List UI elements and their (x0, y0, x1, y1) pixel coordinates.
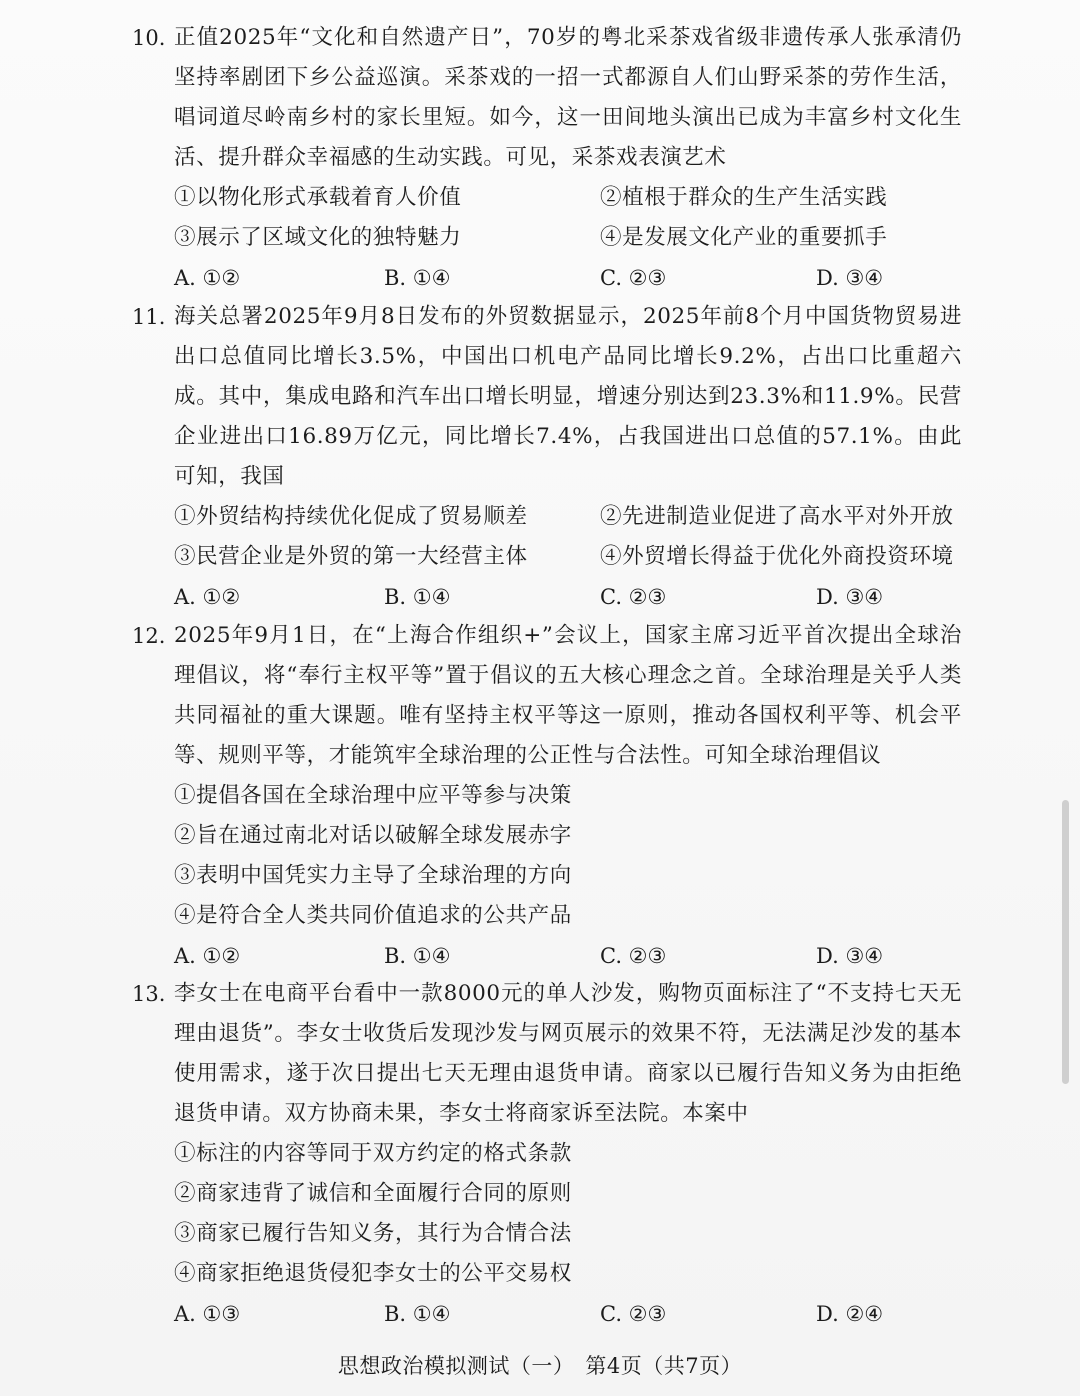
option-d: D. ③④ (816, 266, 884, 290)
option-b: B. ①④ (384, 585, 451, 609)
statement-3: ③展示了区域文化的独特魅力 (174, 225, 462, 250)
statement-list (174, 178, 962, 258)
statement-1: ①以物化形式承载着育人价值 (174, 185, 462, 210)
question-stem: 2025年9月1日，在“上海合作组织+”会议上，国家主席习近平首次提出全球治理倡议，将“奉行主权平等”置于倡议的五大核心理念之首。全球治理是关乎人类共同福祉的重大课题。唯有坚持主权平等这一原则，推动各国权利平等、机会平等、规则平等，才能筑牢全球治理的公正性与合法性。可知全球治理倡议 (174, 623, 962, 768)
statement-4: ④外贸增长得益于优化外商投资环境 (600, 544, 954, 569)
question-number: 11. (132, 305, 166, 329)
question-13-head (132, 974, 962, 1134)
answer-options (174, 1294, 962, 1334)
option-c: C. ②③ (600, 944, 667, 968)
question-stem: 李女士在电商平台看中一款8000元的单人沙发，购物页面标注了“不支持七天无理由退货”。李女士收货后发现沙发与网页展示的效果不符，无法满足沙发的基本使用需求，遂于次日提出七天无理由退货申请。商家以已履行告知义务为由拒绝退货申请。双方协商未果，李女士将商家诉至法院。本案中 (174, 981, 962, 1126)
statement-2: ②先进制造业促进了高水平对外开放 (600, 504, 954, 529)
question-10 (132, 18, 962, 298)
option-a: A. ①② (174, 944, 241, 968)
question-11-head (132, 297, 962, 497)
statement-1: ①标注的内容等同于双方约定的格式条款 (174, 1141, 572, 1166)
statement-list (174, 776, 962, 936)
option-c: C. ②③ (600, 266, 667, 290)
answer-options (174, 258, 962, 298)
option-d: D. ③④ (816, 585, 884, 609)
option-a: A. ①② (174, 585, 241, 609)
statement-1: ①提倡各国在全球治理中应平等参与决策 (174, 783, 572, 808)
statement-list (174, 1134, 962, 1294)
question-13 (132, 974, 962, 1334)
statement-2: ②植根于群众的生产生活实践 (600, 185, 888, 210)
question-number: 12. (132, 624, 166, 648)
option-b: B. ①④ (384, 1302, 451, 1326)
option-b: B. ①④ (384, 266, 451, 290)
statement-2: ②商家违背了诚信和全面履行合同的原则 (174, 1181, 572, 1206)
question-stem: 海关总署2025年9月8日发布的外贸数据显示，2025年前8个月中国货物贸易进出口总值同比增长3.5%，中国出口机电产品同比增长9.2%，占出口比重超六成。其中，集成电路和汽车出口增长明显，增速分别达到23.3%和11.9%。民营企业进出口16.89万亿元，同比增长7.4%，占我国进出口总值的57.1%。由此可知，我国 (174, 304, 962, 489)
question-number: 13. (132, 982, 166, 1006)
answer-options (174, 936, 962, 976)
statement-3: ③民营企业是外贸的第一大经营主体 (174, 544, 528, 569)
option-d: D. ②④ (816, 1302, 884, 1326)
question-10-head (132, 18, 962, 178)
option-b: B. ①④ (384, 944, 451, 968)
statement-4: ④商家拒绝退货侵犯李女士的公平交易权 (174, 1261, 572, 1286)
question-number: 10. (132, 26, 166, 50)
vertical-scrollbar[interactable] (1062, 800, 1069, 1084)
option-c: C. ②③ (600, 1302, 667, 1326)
question-11 (132, 297, 962, 617)
statement-2: ②旨在通过南北对话以破解全球发展赤字 (174, 823, 572, 848)
question-12 (132, 616, 962, 976)
statement-1: ①外贸结构持续优化促成了贸易顺差 (174, 504, 528, 529)
statement-3: ③商家已履行告知义务，其行为合情合法 (174, 1221, 572, 1246)
page-footer: 思想政治模拟测试（一） 第4页（共7页） (337, 1354, 743, 1378)
option-c: C. ②③ (600, 585, 667, 609)
option-a: A. ①② (174, 266, 241, 290)
statement-4: ④是发展文化产业的重要抓手 (600, 225, 888, 250)
answer-options (174, 577, 962, 617)
question-12-head (132, 616, 962, 776)
statement-list (174, 497, 962, 577)
statement-3: ③表明中国凭实力主导了全球治理的方向 (174, 863, 572, 888)
statement-4: ④是符合全人类共同价值追求的公共产品 (174, 903, 572, 928)
question-stem: 正值2025年“文化和自然遗产日”，70岁的粤北采茶戏省级非遗传承人张承清仍坚持率剧团下乡公益巡演。采茶戏的一招一式都源自人们山野采茶的劳作生活，唱词道尽岭南乡村的家长里短。如今，这一田间地头演出已成为丰富乡村文化生活、提升群众幸福感的生动实践。可见，采茶戏表演艺术 (174, 25, 962, 170)
option-a: A. ①③ (174, 1302, 241, 1326)
option-d: D. ③④ (816, 944, 884, 968)
